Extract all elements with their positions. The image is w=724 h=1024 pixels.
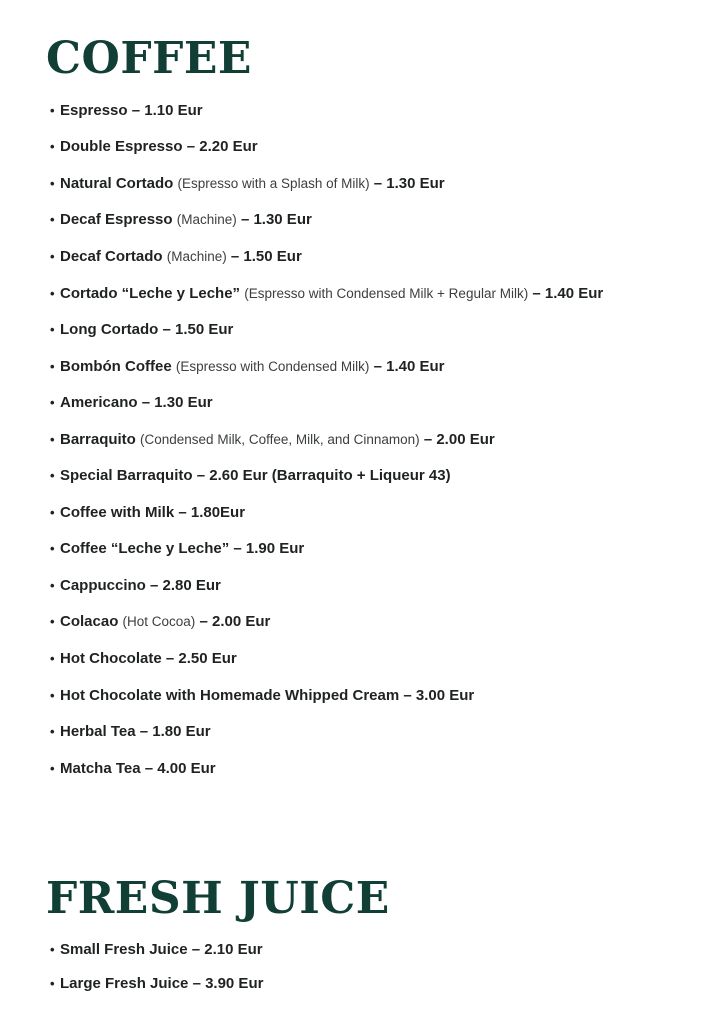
menu-item-price: – 1.30 Eur <box>373 174 445 192</box>
menu-item-note: (Espresso with Condensed Milk + Regular Milk) <box>244 285 529 301</box>
bullet-icon: • <box>50 687 55 703</box>
menu-item <box>50 932 263 966</box>
menu-item-name: Small Fresh Juice <box>60 940 188 958</box>
coffee-section-title: COFFEE <box>46 33 252 84</box>
bullet-icon: • <box>50 504 55 520</box>
menu-item-name: Hot Chocolate with Homemade Whipped Cream <box>60 686 400 704</box>
menu-item-name: Natural Cortado <box>60 174 174 192</box>
bullet-icon: • <box>50 760 55 776</box>
menu-item-name: Special Barraquito <box>60 467 193 485</box>
bullet-icon: • <box>50 614 55 630</box>
menu-item <box>50 750 603 787</box>
menu-item <box>50 457 603 494</box>
bullet-icon: • <box>50 322 55 338</box>
menu-item <box>50 92 603 129</box>
menu-item-name: Colacao <box>60 613 119 631</box>
menu-item-price: – 2.80 Eur <box>150 576 221 594</box>
menu-item-name: Cortado “Leche y Leche” <box>60 284 241 302</box>
menu-item <box>50 421 603 458</box>
menu-item-name: Double Espresso <box>60 138 183 156</box>
menu-item-price: – 2.00 Eur <box>199 613 271 631</box>
menu-item <box>50 202 603 239</box>
menu-item-name: Bombón Coffee <box>60 357 172 375</box>
menu-item-price: – 1.30 Eur <box>240 211 312 229</box>
menu-item-name: Decaf Espresso <box>60 211 173 229</box>
menu-item-extra: (Barraquito + Liqueur 43) <box>271 467 451 485</box>
menu-item-note: (Hot Cocoa) <box>122 614 196 630</box>
menu-item <box>50 494 603 531</box>
menu-item <box>50 348 603 385</box>
menu-item <box>50 311 603 348</box>
menu-item-name: Hot Chocolate <box>60 649 162 667</box>
menu-item-note: (Espresso with Condensed Milk) <box>175 358 370 374</box>
menu-item-price: – 4.00 Eur <box>144 759 216 777</box>
menu-item-price: – 1.50 Eur <box>162 321 234 339</box>
bullet-icon: • <box>50 941 55 957</box>
menu-item-name: Coffee “Leche y Leche” <box>60 540 230 558</box>
menu-item <box>50 713 603 750</box>
bullet-icon: • <box>50 358 55 374</box>
bullet-icon: • <box>50 139 55 155</box>
menu-item-price: – 1.10 Eur <box>131 101 203 119</box>
menu-item-price: – 1.40 Eur <box>532 284 604 302</box>
menu-item-price: – 2.10 Eur <box>191 940 263 958</box>
menu-item-price: – 2.60 Eur <box>196 467 268 485</box>
menu-item <box>50 966 263 1000</box>
bullet-icon: • <box>50 212 55 228</box>
menu-item-name: Americano <box>60 394 138 412</box>
bullet-icon: • <box>50 285 55 301</box>
bullet-icon: • <box>50 175 55 191</box>
menu-item <box>50 384 603 421</box>
menu-item <box>50 640 603 677</box>
bullet-icon: • <box>50 431 55 447</box>
menu-item <box>50 165 603 202</box>
menu-item-price: – 1.90 Eur <box>233 540 305 558</box>
bullet-icon: • <box>50 975 55 991</box>
bullet-icon: • <box>50 541 55 557</box>
coffee-menu-list <box>50 92 603 786</box>
menu-item-price: – 1.80 Eur <box>139 723 211 741</box>
bullet-icon: • <box>50 395 55 411</box>
bullet-icon: • <box>50 650 55 666</box>
fresh-juice-section-title: FRESH JUICE <box>46 873 390 924</box>
menu-item-name: Herbal Tea <box>60 723 136 741</box>
menu-item <box>50 677 603 714</box>
menu-item-price: – 3.00 Eur <box>403 686 475 704</box>
menu-item-price: – 1.30 Eur <box>141 394 213 412</box>
menu-item <box>50 238 603 275</box>
menu-item-price: – 2.20 Eur <box>186 138 258 156</box>
fresh-juice-menu-list <box>50 932 263 1000</box>
menu-item <box>50 604 603 641</box>
menu-item <box>50 275 603 312</box>
menu-item-price: – 1.50 Eur <box>230 247 302 265</box>
menu-item-note: (Espresso with a Splash of Milk) <box>177 175 370 191</box>
menu-item-name: Coffee with Milk <box>60 503 175 521</box>
bullet-icon: • <box>50 724 55 740</box>
menu-item-name: Espresso <box>60 101 128 119</box>
menu-item-price: – 1.80Eur <box>178 503 246 521</box>
menu-item-name: Decaf Cortado <box>60 247 163 265</box>
menu-item-price: – 2.50 Eur <box>165 649 237 667</box>
menu-item-name: Matcha Tea <box>60 759 141 777</box>
bullet-icon: • <box>50 248 55 264</box>
menu-item <box>50 129 603 166</box>
bullet-icon: • <box>50 468 55 484</box>
menu-item-name: Barraquito <box>60 430 136 448</box>
bullet-icon: • <box>50 577 55 593</box>
menu-item-note: (Machine) <box>166 248 227 264</box>
menu-item-name: Cappuccino <box>60 576 146 594</box>
menu-item-note: (Condensed Milk, Coffee, Milk, and Cinnamon) <box>140 431 420 447</box>
menu-item-note: (Machine) <box>176 212 237 228</box>
menu-item-name: Long Cortado <box>60 321 159 339</box>
menu-item-price: – 3.90 Eur <box>192 974 264 992</box>
menu-item-name: Large Fresh Juice <box>60 974 189 992</box>
menu-item-price: – 1.40 Eur <box>373 357 445 375</box>
bullet-icon: • <box>50 102 55 118</box>
menu-item-price: – 2.00 Eur <box>423 430 495 448</box>
menu-item <box>50 531 603 568</box>
menu-item <box>50 567 603 604</box>
